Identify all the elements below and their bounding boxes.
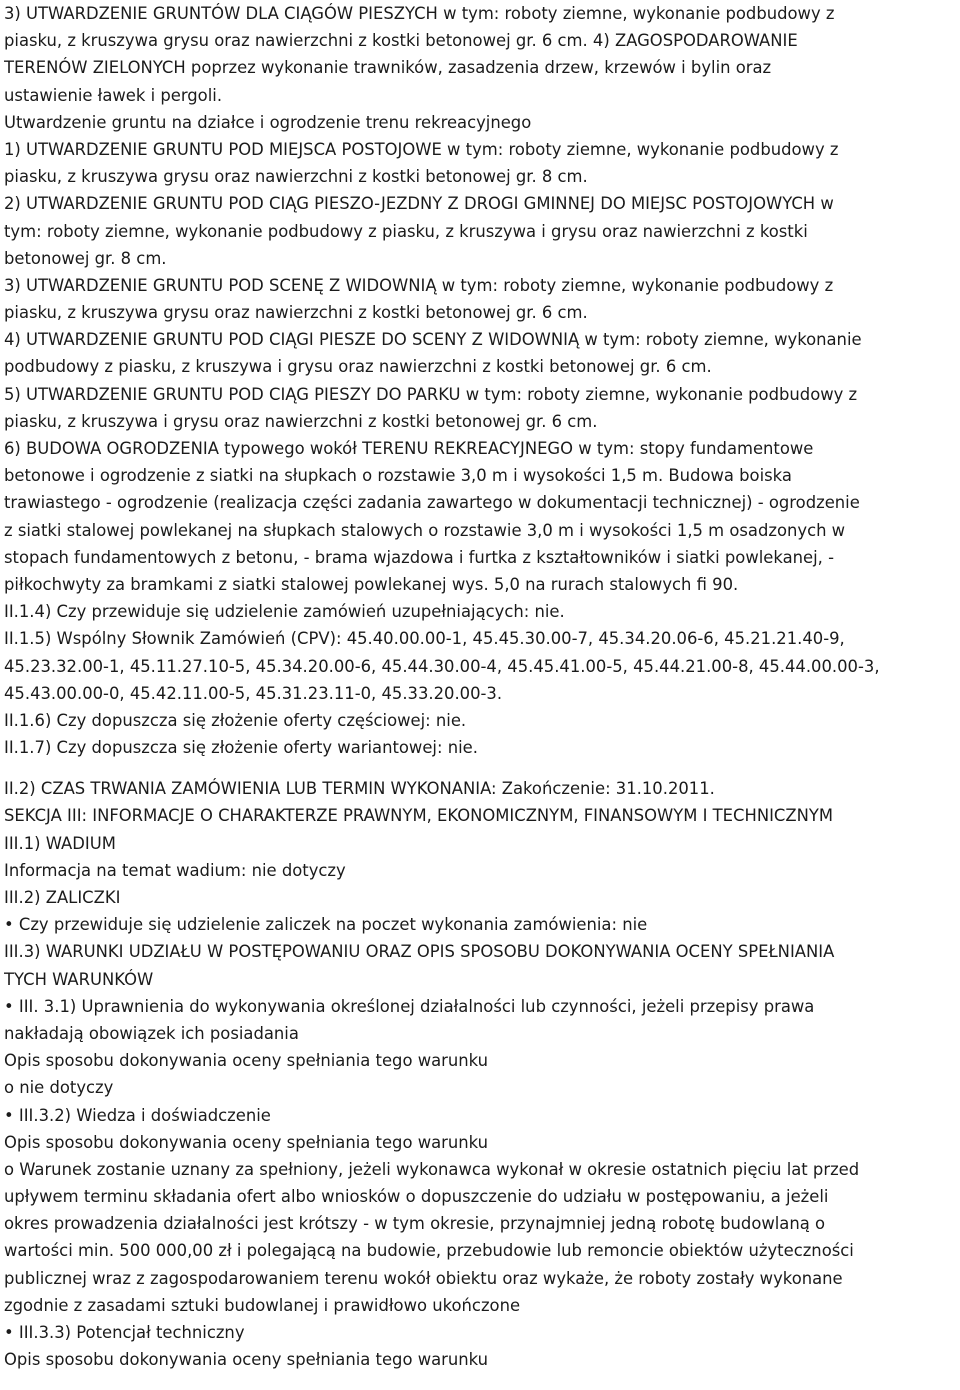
- text-line: • III. 3.1) Uprawnienia do wykonywania określonej działalności lub czynności, jeżeli przepisy prawa: [4, 996, 815, 1016]
- text-line: o nie dotyczy: [4, 1078, 114, 1098]
- text-line: 5) UTWARDZENIE GRUNTU POD CIĄG PIESZY DO PARKU w tym: roboty ziemne, wykonanie podbudowy z: [4, 384, 858, 404]
- text-line: piasku, z kruszywa grysu oraz nawierzchni z kostki betonowej gr. 6 cm.: [4, 303, 588, 323]
- text-line: 45.43.00.00-0, 45.42.11.00-5, 45.31.23.11-0, 45.33.20.00-3.: [4, 683, 503, 703]
- text-line: z siatki stalowej powlekanej na słupkach stalowych o rozstawie 3,0 m i wysokości 1,5 m osadzonych w: [4, 520, 846, 540]
- text-line: stopach fundamentowych z betonu, - brama wjazdowa i furtka z kształtowników i siatki powlekanej, -: [4, 547, 834, 567]
- text-line: podbudowy z piasku, z kruszywa i grysu oraz nawierzchni z kostki betonowej gr. 6 cm.: [4, 357, 712, 377]
- text-line: II.1.4) Czy przewiduje się udzielenie zamówień uzupełniających: nie.: [4, 602, 565, 622]
- text-line: Utwardzenie gruntu na działce i ogrodzenie trenu rekreacyjnego: [4, 112, 532, 132]
- text-line: Informacja na temat wadium: nie dotyczy: [4, 860, 346, 880]
- section-ii-1-text: [4, 0, 954, 761]
- text-line: 1) UTWARDZENIE GRUNTU POD MIEJSCA POSTOJOWE w tym: roboty ziemne, wykonanie podbudowy z: [4, 139, 839, 159]
- text-line: publicznej wraz z zagospodarowaniem terenu wokół obiektu oraz wykaże, że roboty zostały wykonane: [4, 1268, 843, 1288]
- text-line: piasku, z kruszywa grysu oraz nawierzchni z kostki betonowej gr. 6 cm. 4) ZAGOSPODAROWANIE: [4, 31, 798, 51]
- text-line: II.2) CZAS TRWANIA ZAMÓWIENIA LUB TERMIN WYKONANIA: Zakończenie: 31.10.2011.: [4, 779, 715, 799]
- text-line: II.1.7) Czy dopuszcza się złożenie oferty wariantowej: nie.: [4, 738, 478, 758]
- text-line: betonowej gr. 8 cm.: [4, 248, 167, 268]
- text-line: tym: roboty ziemne, wykonanie podbudowy z piasku, z kruszywa i grysu oraz nawierzchni z kostki: [4, 221, 808, 241]
- text-line: II.1.6) Czy dopuszcza się złożenie oferty częściowej: nie.: [4, 710, 467, 730]
- text-line: Opis sposobu dokonywania oceny spełniania tego warunku: [4, 1132, 489, 1152]
- text-line: • III.3.2) Wiedza i doświadczenie: [4, 1105, 271, 1125]
- paragraph-gap: [4, 761, 954, 775]
- text-line: piłkochwyty za bramkami z siatki stalowej powlekanej wys. 5,0 na rurach stalowych fi 90.: [4, 574, 739, 594]
- text-line: piasku, z kruszywa grysu oraz nawierzchni z kostki betonowej gr. 8 cm.: [4, 167, 588, 187]
- text-line: okres prowadzenia działalności jest krótszy - w tym okresie, przynajmniej jedną robotę budowlaną o: [4, 1214, 826, 1234]
- text-line: o Warunek zostanie uznany za spełniony, jeżeli wykonawca wykonał w okresie ostatnich pięciu lat przed: [4, 1159, 860, 1179]
- text-line: III.2) ZALICZKI: [4, 888, 121, 907]
- text-line: trawiastego - ogrodzenie (realizacja części zadania zawartego w dokumentacji technicznej) - ogrodzenie: [4, 493, 860, 513]
- text-line: III.1) WADIUM: [4, 833, 116, 853]
- text-line: upływem terminu składania ofert albo wniosków o dopuszczenie do udziału w postępowaniu, a jeżeli: [4, 1187, 829, 1207]
- text-line: 3) UTWARDZENIE GRUNTÓW DLA CIĄGÓW PIESZYCH w tym: roboty ziemne, wykonanie podbudowy z: [4, 4, 835, 23]
- text-line: • III.3.3) Potencjał techniczny: [4, 1323, 245, 1342]
- text-line: Opis sposobu dokonywania oceny spełniania tego warunku: [4, 1051, 489, 1071]
- text-line: TERENÓW ZIELONYCH poprzez wykonanie trawników, zasadzenia drzew, krzewów i bylin oraz: [4, 58, 772, 78]
- text-line: 2) UTWARDZENIE GRUNTU POD CIĄG PIESZO-JEZDNY Z DROGI GMINNEJ DO MIEJSC POSTOJOWYCH w: [4, 194, 834, 214]
- section-ii-2-iii-text: [4, 775, 954, 1373]
- text-line: betonowe i ogrodzenie z siatki na słupkach o rozstawie 3,0 m i wysokości 1,5 m. Budowa boiska: [4, 466, 792, 486]
- text-line: ustawienie ławek i pergoli.: [4, 85, 223, 105]
- text-line: II.1.5) Wspólny Słownik Zamówień (CPV): 45.40.00.00-1, 45.45.30.00-7, 45.34.20.06-6, 45.21.21.40-9,: [4, 629, 845, 649]
- text-line: nakładają obowiązek ich posiadania: [4, 1023, 299, 1043]
- text-line: Opis sposobu dokonywania oceny spełniania tego warunku: [4, 1350, 489, 1370]
- text-line: • Czy przewiduje się udzielenie zaliczek na poczet wykonania zamówienia: nie: [4, 915, 648, 935]
- text-line: 6) BUDOWA OGRODZENIA typowego wokół TERENU REKREACYJNEGO w tym: stopy fundamentowe: [4, 439, 814, 458]
- text-line: 3) UTWARDZENIE GRUNTU POD SCENĘ Z WIDOWNIĄ w tym: roboty ziemne, wykonanie podbudowy z: [4, 275, 834, 295]
- text-line: III.3) WARUNKI UDZIAŁU W POSTĘPOWANIU ORAZ OPIS SPOSOBU DOKONYWANIA OCENY SPEŁNIANIA: [4, 942, 835, 962]
- text-line: 4) UTWARDZENIE GRUNTU POD CIĄGI PIESZE DO SCENY Z WIDOWNIĄ w tym: roboty ziemne, wykonanie: [4, 330, 862, 350]
- text-line: TYCH WARUNKÓW: [4, 969, 154, 989]
- text-line: 45.23.32.00-1, 45.11.27.10-5, 45.34.20.00-6, 45.44.30.00-4, 45.45.41.00-5, 45.44.21.00-8, 45.44.00.00-3,: [4, 656, 880, 676]
- text-line: piasku, z kruszywa i grysu oraz nawierzchni z kostki betonowej gr. 6 cm.: [4, 411, 598, 431]
- text-line: SEKCJA III: INFORMACJE O CHARAKTERZE PRAWNYM, EKONOMICZNYM, FINANSOWYM I TECHNICZNYM: [4, 806, 833, 826]
- text-line: wartości min. 500 000,00 zł i polegającą na budowie, przebudowie lub remoncie obiektów użyteczności: [4, 1241, 854, 1261]
- text-line: zgodnie z zasadami sztuki budowlanej i prawidłowo ukończone: [4, 1295, 521, 1315]
